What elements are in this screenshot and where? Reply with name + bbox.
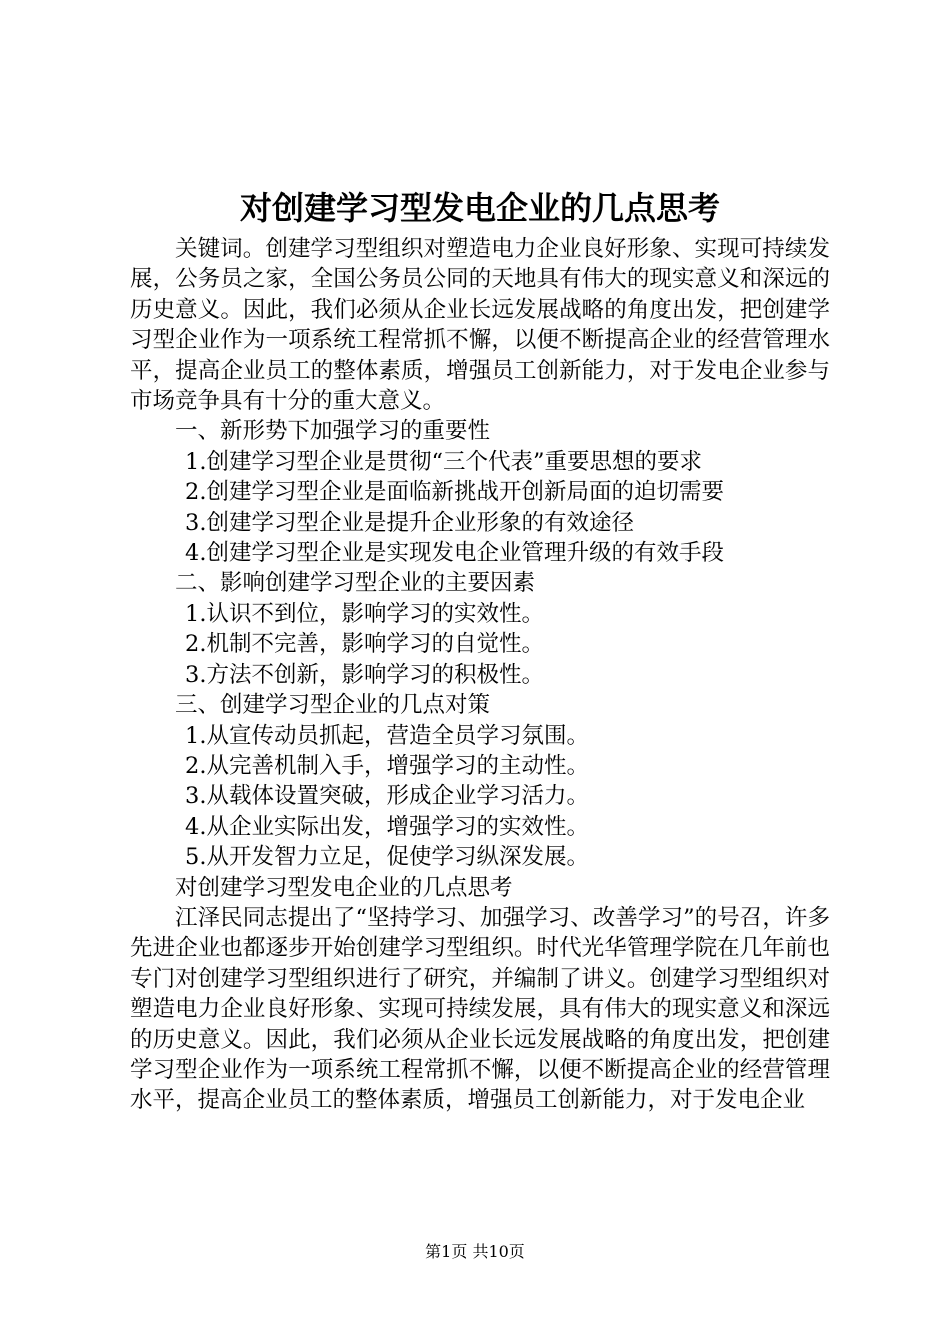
list-item: 2.机制不完善，影响学习的自觉性。 xyxy=(185,631,544,658)
list-item: 3.方法不创新，影响学习的积极性。 xyxy=(185,661,544,688)
section-heading-1: 一、新形势下加强学习的重要性 xyxy=(175,418,491,445)
list-item: 3.创建学习型企业是提升企业形象的有效途径 xyxy=(185,509,634,536)
list-item: 5.从开发智力立足，促使学习纵深发展。 xyxy=(185,844,589,871)
section-heading-2: 二、影响创建学习型企业的主要因素 xyxy=(175,570,536,597)
list-item: 1.认识不到位，影响学习的实效性。 xyxy=(185,600,544,627)
section-heading-3: 三、创建学习型企业的几点对策 xyxy=(175,692,491,719)
body-paragraph: 江泽民同志提出了“坚持学习、加强学习、改善学习”的号召，许多先进企业也都逐步开始创建学习型组织。时代光华管理学院在几年前也专门对创建学习型组织进行了研究，并编制了讲义。创建学习型组织对塑造电力企业良好形象、实现可持续发展，具有伟大的现实意义和深远的历史意义。因此，我们必须从企业长远发展战略的角度出发，把创建学习型企业作为一项系统工程常抓不懈，以便不断提高企业的经营管理水平，提高企业员工的整体素质，增强员工创新能力，对于发电企业 xyxy=(130,904,830,1114)
document-body xyxy=(130,234,830,1116)
list-item: 3.从载体设置突破，形成企业学习活力。 xyxy=(185,783,589,810)
list-item: 1.创建学习型企业是贯彻“三个代表”重要思想的要求 xyxy=(185,448,702,475)
document-title: 对创建学习型发电企业的几点思考 xyxy=(239,189,720,227)
repeat-title: 对创建学习型发电企业的几点思考 xyxy=(175,874,513,901)
intro-paragraph: 关键词。创建学习型组织对塑造电力企业良好形象、实现可持续发展，公务员之家，全国公务员公同的天地具有伟大的现实意义和深远的历史意义。因此，我们必须从企业长远发展战略的角度出发，把创建学习型企业作为一项系统工程常抓不懈，以便不断提高企业的经营管理水平，提高企业员工的整体素质，增强员工创新能力，对于发电企业参与市场竞争具有十分的重大意义。 xyxy=(130,236,830,415)
list-item: 2.从完善机制入手，增强学习的主动性。 xyxy=(185,752,589,779)
list-item: 2.创建学习型企业是面临新挑战开创新局面的迫切需要 xyxy=(185,479,724,506)
list-item: 1.从宣传动员抓起，营造全员学习氛围。 xyxy=(185,722,589,749)
list-item: 4.从企业实际出发，增强学习的实效性。 xyxy=(185,813,589,840)
page-number: 第1页 共10页 xyxy=(425,1242,525,1261)
list-item: 4.创建学习型企业是实现发电企业管理升级的有效手段 xyxy=(185,540,724,567)
